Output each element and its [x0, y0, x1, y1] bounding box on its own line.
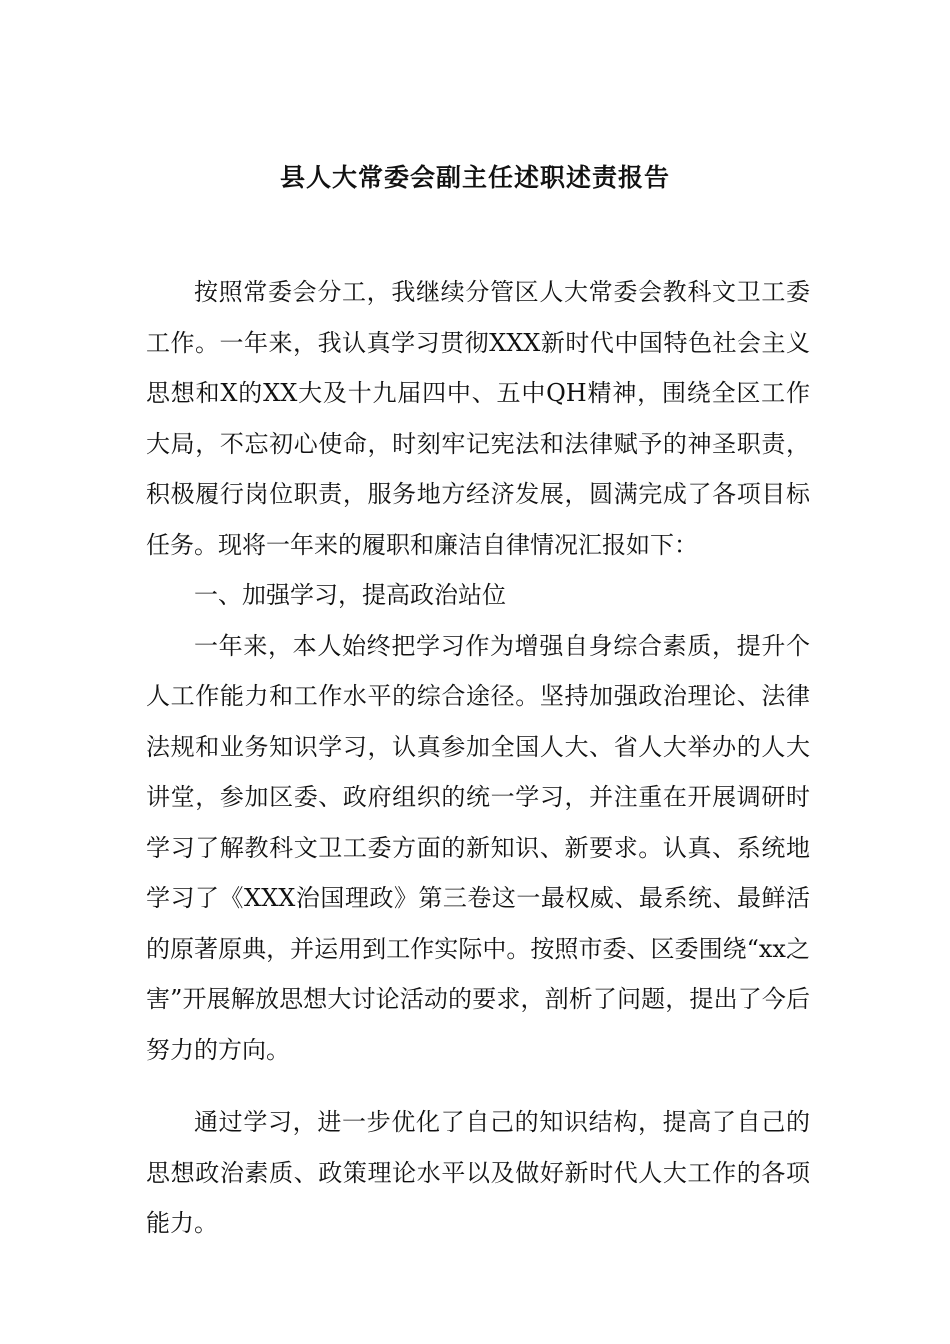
- document-body: [146, 267, 810, 1249]
- paragraph-study: 一年来，本人始终把学习作为增强自身综合素质，提升个人工作能力和工作水平的综合途径。坚持加强政治理论、法律法规和业务知识学习，认真参加全国人大、省人大举办的人大讲堂，参加区委、政府组织的统一学习，并注重在开展调研时学习了解教科文卫工委方面的新知识、新要求。认真、系统地学习了《XXX治国理政》第三卷这一最权威、最系统、最鲜活的原著原典，并运用到工作实际中。按照市委、区委围绕“xx之害”开展解放思想大讨论活动的要求，剖析了问题，提出了今后努力的方向。: [146, 631, 810, 1064]
- document-title: 县人大常委会副主任述职述责报告: [279, 163, 670, 192]
- paragraph-intro: 按照常委会分工，我继续分管区人大常委会教科文卫工委工作。一年来，我认真学习贯彻XXX新时代中国特色社会主义思想和X的XX大及十九届四中、五中QH精神，围绕全区工作大局，不忘初心使命，时刻牢记宪法和法律赋予的神圣职责，积极履行岗位职责，服务地方经济发展，圆满完成了各项目标任务。现将一年来的履职和廉洁自律情况汇报如下：: [146, 278, 810, 559]
- paragraph-conclusion: 通过学习，进一步优化了自己的知识结构，提高了自己的思想政治素质、政策理论水平以及做好新时代人大工作的各项能力。: [146, 1108, 810, 1237]
- section-heading-1: 一、加强学习，提高政治站位: [194, 581, 506, 609]
